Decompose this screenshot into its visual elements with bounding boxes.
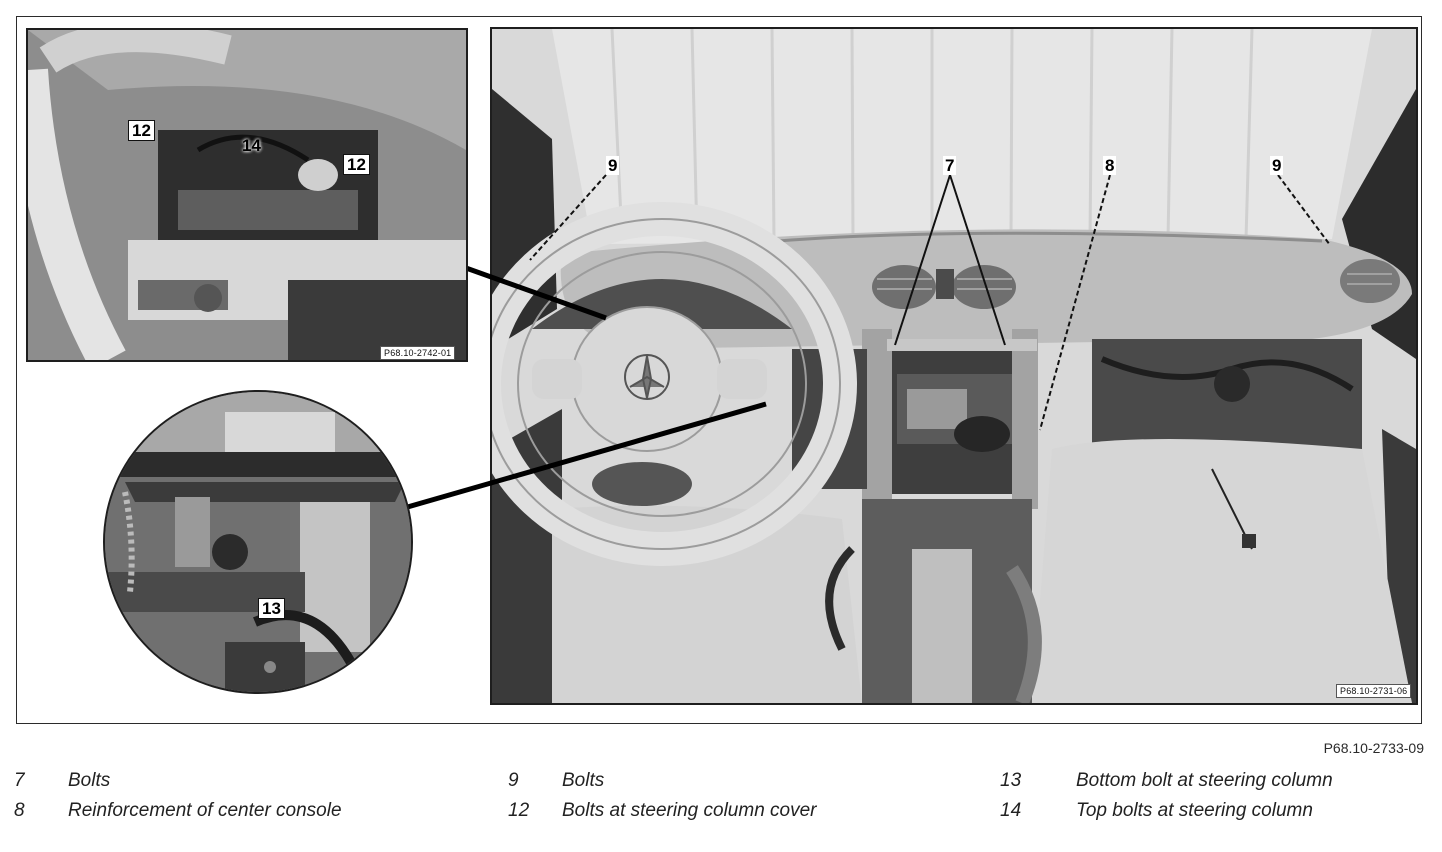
callout-14: 14 <box>242 136 261 155</box>
legend-label: Bolts at steering column cover <box>562 800 817 821</box>
legend-number: 8 <box>14 800 25 821</box>
leader-7-left <box>895 175 950 345</box>
callout-7: 7 <box>945 156 955 175</box>
legend-number: 7 <box>14 770 25 791</box>
legend-label: Bottom bolt at steering column <box>1076 770 1333 791</box>
leader-9-left <box>530 175 606 260</box>
leader-9-right <box>1278 175 1330 245</box>
inset-photo-code: P68.10-2742-01 <box>380 346 455 360</box>
legend <box>0 770 1442 830</box>
callout-12-left: 12 <box>128 120 155 141</box>
inset-circle-illustration <box>105 392 411 692</box>
legend-label: Top bolts at steering column <box>1076 800 1313 821</box>
inset-top-illustration <box>28 30 466 360</box>
callout-8: 8 <box>1105 156 1115 175</box>
legend-label: Reinforcement of center console <box>68 800 342 821</box>
callout-12-right: 12 <box>343 154 370 175</box>
legend-label: Bolts <box>562 770 605 791</box>
inset-photo-steering-column-top <box>26 28 468 362</box>
main-photo-code: P68.10-2731-06 <box>1336 684 1411 698</box>
callout-13: 13 <box>258 598 285 619</box>
inset-photo-steering-column-bottom <box>103 390 413 694</box>
figure-code: P68.10-2733-09 <box>1323 740 1424 756</box>
leader-7-right <box>950 175 1005 345</box>
legend-number: 12 <box>508 800 530 821</box>
legend-number: 9 <box>508 770 519 791</box>
callout-9-right: 9 <box>1272 156 1282 175</box>
legend-number: 14 <box>1000 800 1022 821</box>
legend-number: 13 <box>1000 770 1022 791</box>
leader-8 <box>1040 175 1110 430</box>
callout-9-left: 9 <box>608 156 618 175</box>
legend-label: Bolts <box>68 770 111 791</box>
